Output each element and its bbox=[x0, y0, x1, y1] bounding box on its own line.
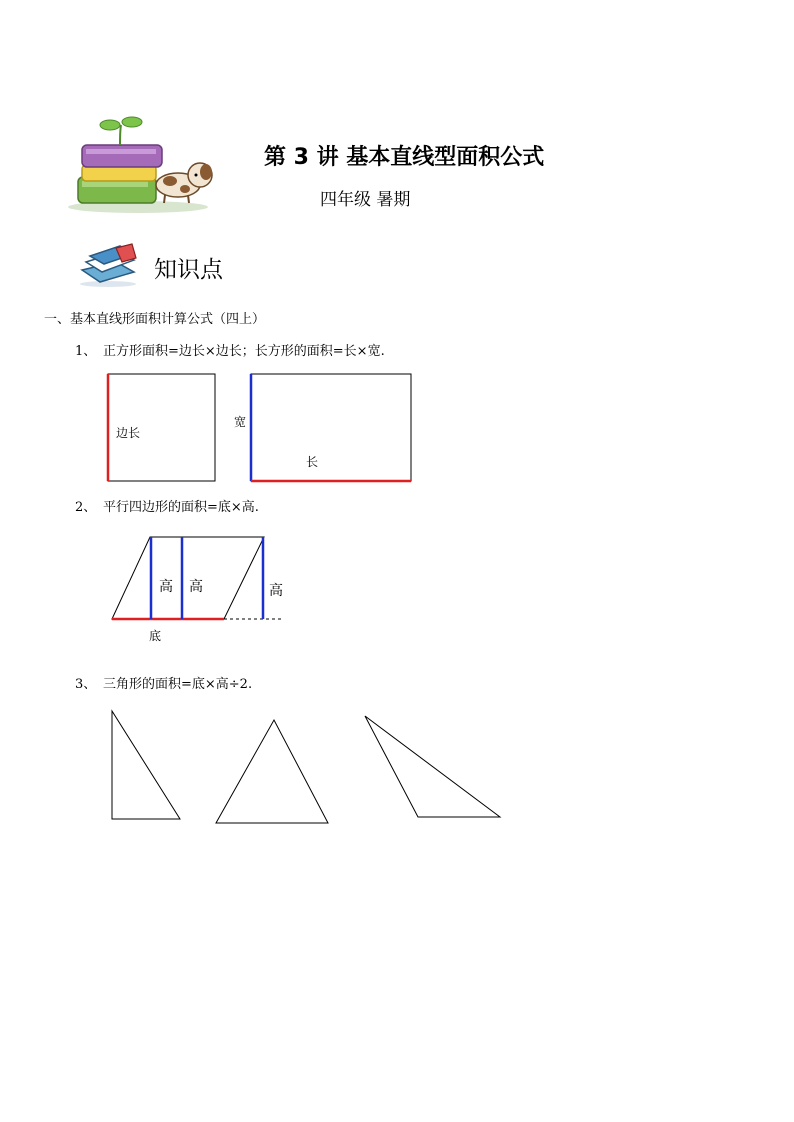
section-heading: 一、基本直线形面积计算公式（四上） bbox=[44, 312, 266, 327]
page-subtitle: 四年级 暑期 bbox=[320, 190, 411, 210]
item-text: 三角形的面积=底×高÷2. bbox=[103, 677, 253, 692]
books-stack-icon bbox=[76, 242, 140, 288]
knowledge-icon-wrap bbox=[76, 242, 140, 288]
item-text: 正方形面积=边长×边长；长方形的面积=长×宽. bbox=[103, 344, 385, 359]
height-label-2: 高 bbox=[189, 579, 203, 595]
formula-item-1 bbox=[75, 340, 385, 359]
base-label: 底 bbox=[149, 629, 162, 643]
formula-item-3 bbox=[75, 673, 252, 692]
knowledge-label: 知识点 bbox=[154, 257, 223, 283]
item-text: 平行四边形的面积=底×高. bbox=[103, 500, 259, 515]
formula-item-2 bbox=[75, 496, 259, 515]
item-number: 2、 bbox=[75, 500, 97, 515]
rect-length-label: 长 bbox=[306, 455, 319, 469]
square-side-label: 边长 bbox=[116, 426, 141, 440]
obtuse-triangle bbox=[365, 716, 500, 817]
parallelogram-shape bbox=[112, 537, 264, 619]
header-illustration bbox=[60, 115, 220, 215]
page-title: 第 3 讲 基本直线型面积公式 bbox=[264, 145, 545, 170]
item-number: 1、 bbox=[75, 344, 97, 359]
books-plant-dog-icon bbox=[60, 115, 220, 215]
height-label-1: 高 bbox=[159, 579, 173, 595]
acute-triangle bbox=[216, 720, 328, 823]
rectangle-shape bbox=[251, 374, 411, 481]
right-triangle bbox=[112, 711, 180, 819]
rect-width-label: 宽 bbox=[234, 415, 247, 429]
height-label-3: 高 bbox=[269, 583, 283, 599]
item-number: 3、 bbox=[75, 677, 97, 692]
